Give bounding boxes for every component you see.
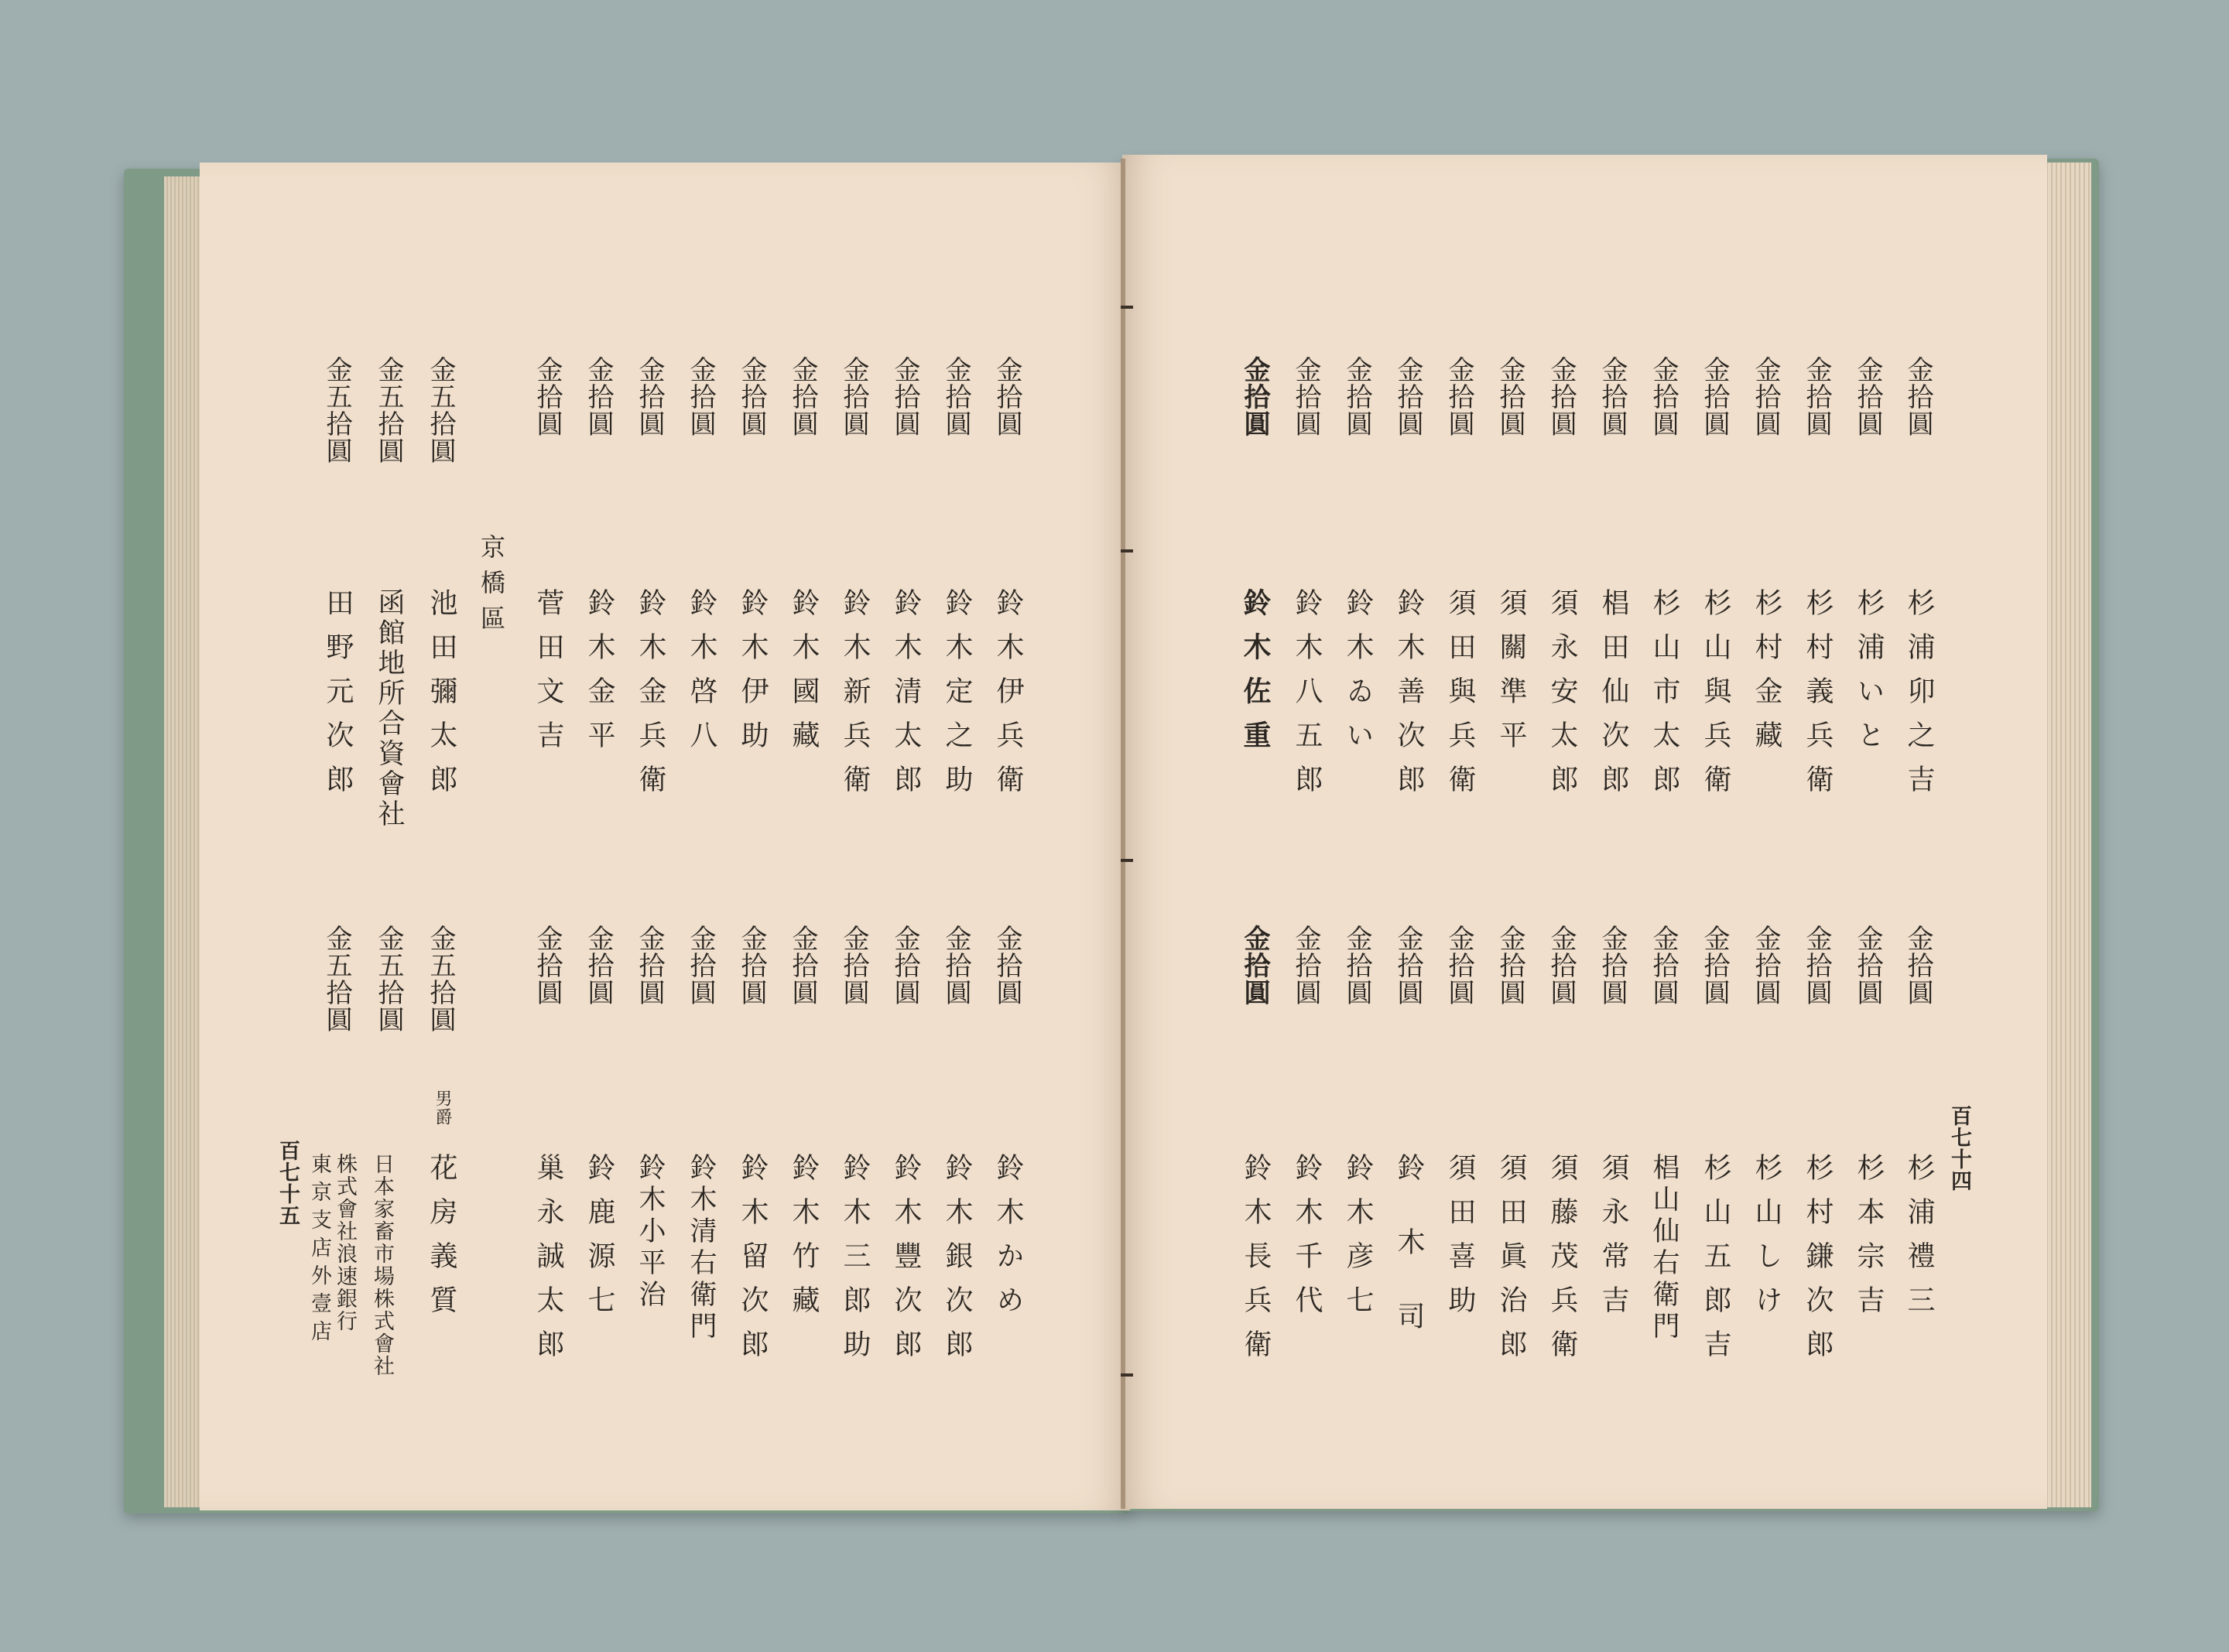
entry-amount: 金拾圓 [1648,356,1679,437]
entry-name: 田野元次郎 [322,588,354,809]
entry-name: 椙田仙次郎 [1597,588,1629,809]
entry-amount: 金拾圓 [1546,925,1577,1006]
entry-amount: 金五拾圓 [321,925,352,1033]
entry-amount: 金拾圓 [1239,925,1270,1006]
entry-name: 杉山五郎吉 [1700,1153,1731,1373]
entry-name: 鈴木伊兵衛 [992,588,1024,809]
entry-name: 花房義質 [426,1153,457,1329]
peerage-title: 男爵 [433,1089,452,1127]
entry-amount: 金五拾圓 [321,356,352,464]
entry-amount: 金拾圓 [787,356,818,437]
entry-name: 鈴木清右衛門 [686,1153,717,1343]
entry-name: 鈴木司 [1393,1153,1425,1376]
entry-amount: 金拾圓 [1290,925,1321,1006]
entry-amount: 金拾圓 [1290,356,1321,437]
entry-amount: 金拾圓 [736,925,767,1006]
entry-amount: 金五拾圓 [425,925,456,1033]
page-edges-left [164,176,201,1507]
entry-name: 鈴木留次郎 [737,1153,769,1373]
entry-name: 杉山市太郎 [1649,588,1680,809]
entry-name: 鈴木銀次郎 [941,1153,973,1373]
entry-name: 鈴木定之助 [941,588,973,809]
entry-name: 杉山與兵衛 [1700,588,1731,809]
entry-name: 鈴木豐次郎 [890,1153,922,1373]
entry-name: 須藤茂兵衛 [1546,1153,1578,1373]
entry-name: 鈴木新兵衛 [839,588,871,809]
entry-name: 鈴木國藏 [788,588,820,764]
entry-amount: 金拾圓 [1546,356,1577,437]
entry-amount: 金拾圓 [736,356,767,437]
entry-amount: 金拾圓 [634,925,665,1006]
entry-amount: 金拾圓 [1341,356,1372,437]
entry-amount: 金拾圓 [940,356,971,437]
entry-amount: 金拾圓 [1392,356,1423,437]
entry-name: 鈴鹿源七 [584,1153,615,1329]
entry-amount: 金拾圓 [1239,356,1270,437]
entry-name: 須永安太郎 [1546,588,1578,809]
entry-amount: 金拾圓 [583,356,614,437]
entry-name: 杉浦卯之吉 [1903,588,1935,809]
entry-name: 鈴木三郎助 [839,1153,871,1373]
entry-name: 鈴木啓八 [686,588,717,764]
entry-amount: 金拾圓 [1443,356,1474,437]
entry-name: 鈴木彦七 [1342,1153,1374,1329]
entry-amount: 金拾圓 [1852,356,1883,437]
entry-amount: 金拾圓 [532,356,563,437]
entry-name: 鈴木善次郎 [1393,588,1425,809]
entry-amount: 金拾圓 [1443,925,1474,1006]
page-number: 百七十四 [1947,1105,1971,1192]
entry-name: 須田喜助 [1444,1153,1476,1329]
entry-name: 須田與兵衛 [1444,588,1476,809]
entry-name: 杉浦いと [1853,588,1885,764]
entry-amount: 金拾圓 [1750,925,1781,1006]
entry-name: 鈴木ゐい [1342,588,1374,764]
entry-amount: 金拾圓 [889,356,920,437]
entry-name: 椙山仙右衛門 [1649,1153,1679,1343]
entry-name: 巢永誠太郎 [532,1153,564,1373]
entry-amount: 金拾圓 [1902,925,1933,1006]
entry-amount: 金拾圓 [889,925,920,1006]
book-gutter [1121,159,1125,1509]
entry-amount: 金拾圓 [1648,925,1679,1006]
entry-amount: 金拾圓 [1902,356,1933,437]
entry-amount: 金拾圓 [634,356,665,437]
entry-name: 鈴木竹藏 [788,1153,820,1329]
binding-stitch [1121,549,1133,552]
page-edges-right [2043,162,2091,1507]
entry-amount: 金拾圓 [787,925,818,1006]
entry-name: 杉山しけ [1751,1153,1782,1329]
entry-name: 鈴木清太郎 [890,588,922,809]
entry-amount: 金拾圓 [1341,925,1372,1006]
entry-name: 鈴木金兵衛 [635,588,666,809]
entry-name: 池田彌太郎 [426,588,457,809]
entry-name: 須田眞治郎 [1495,1153,1527,1373]
entry-name: 杉本宗吉 [1853,1153,1885,1329]
binding-stitch [1121,859,1133,862]
entry-amount: 金拾圓 [838,925,869,1006]
entry-amount: 金拾圓 [1699,356,1730,437]
entry-name: 須關準平 [1495,588,1527,764]
entry-amount: 金拾圓 [1495,925,1525,1006]
entry-name: 鈴木千代 [1291,1153,1323,1329]
entry-name: 杉村義兵衛 [1802,588,1834,809]
entry-name: 鈴木長兵衛 [1240,1153,1272,1373]
entry-amount: 金拾圓 [1750,356,1781,437]
entry-amount: 金拾圓 [685,925,716,1006]
entry-amount: 金拾圓 [1801,925,1832,1006]
entry-name: 鈴木小平治 [635,1153,666,1312]
entry-name: 鈴木かめ [992,1153,1024,1329]
entry-name: 菅田文吉 [532,588,564,764]
entry-amount: 金五拾圓 [373,925,404,1033]
entry-amount: 金拾圓 [1597,925,1628,1006]
entry-name-line1: 株式會社浪速銀行 [333,1153,357,1332]
entry-amount: 金拾圓 [940,925,971,1006]
entry-name-line2: 東京支店外壹店 [307,1153,331,1348]
entry-name: 鈴木八五郎 [1291,588,1323,809]
district-heading: 京橋區 [477,534,506,641]
entry-amount: 金拾圓 [1495,356,1525,437]
binding-stitch [1121,1373,1133,1377]
entry-amount: 金拾圓 [685,356,716,437]
entry-amount: 金拾圓 [991,925,1022,1006]
entry-name: 杉村金藏 [1751,588,1782,764]
entry-name: 杉浦禮三 [1903,1153,1935,1329]
entry-amount: 金拾圓 [1597,356,1628,437]
entry-name: 日本家畜市場株式會社 [370,1153,394,1377]
binding-stitch [1121,306,1133,309]
entry-name: 鈴木伊助 [737,588,769,764]
entry-amount: 金拾圓 [1852,925,1883,1006]
entry-amount: 金拾圓 [838,356,869,437]
entry-name: 鈴木佐重 [1239,588,1272,764]
entry-amount: 金拾圓 [532,925,563,1006]
entry-amount: 金五拾圓 [425,356,456,464]
page-number: 百七十五 [276,1140,300,1226]
entry-amount: 金拾圓 [1699,925,1730,1006]
entry-name: 杉村鎌次郎 [1802,1153,1834,1373]
entry-amount: 金拾圓 [1392,925,1423,1006]
entry-amount: 金五拾圓 [373,356,404,464]
entry-name: 函館地所合資會社 [374,588,405,829]
entry-name: 須永常吉 [1597,1153,1629,1329]
entry-amount: 金拾圓 [991,356,1022,437]
entry-name: 鈴木金平 [584,588,615,764]
entry-amount: 金拾圓 [1801,356,1832,437]
entry-amount: 金拾圓 [583,925,614,1006]
